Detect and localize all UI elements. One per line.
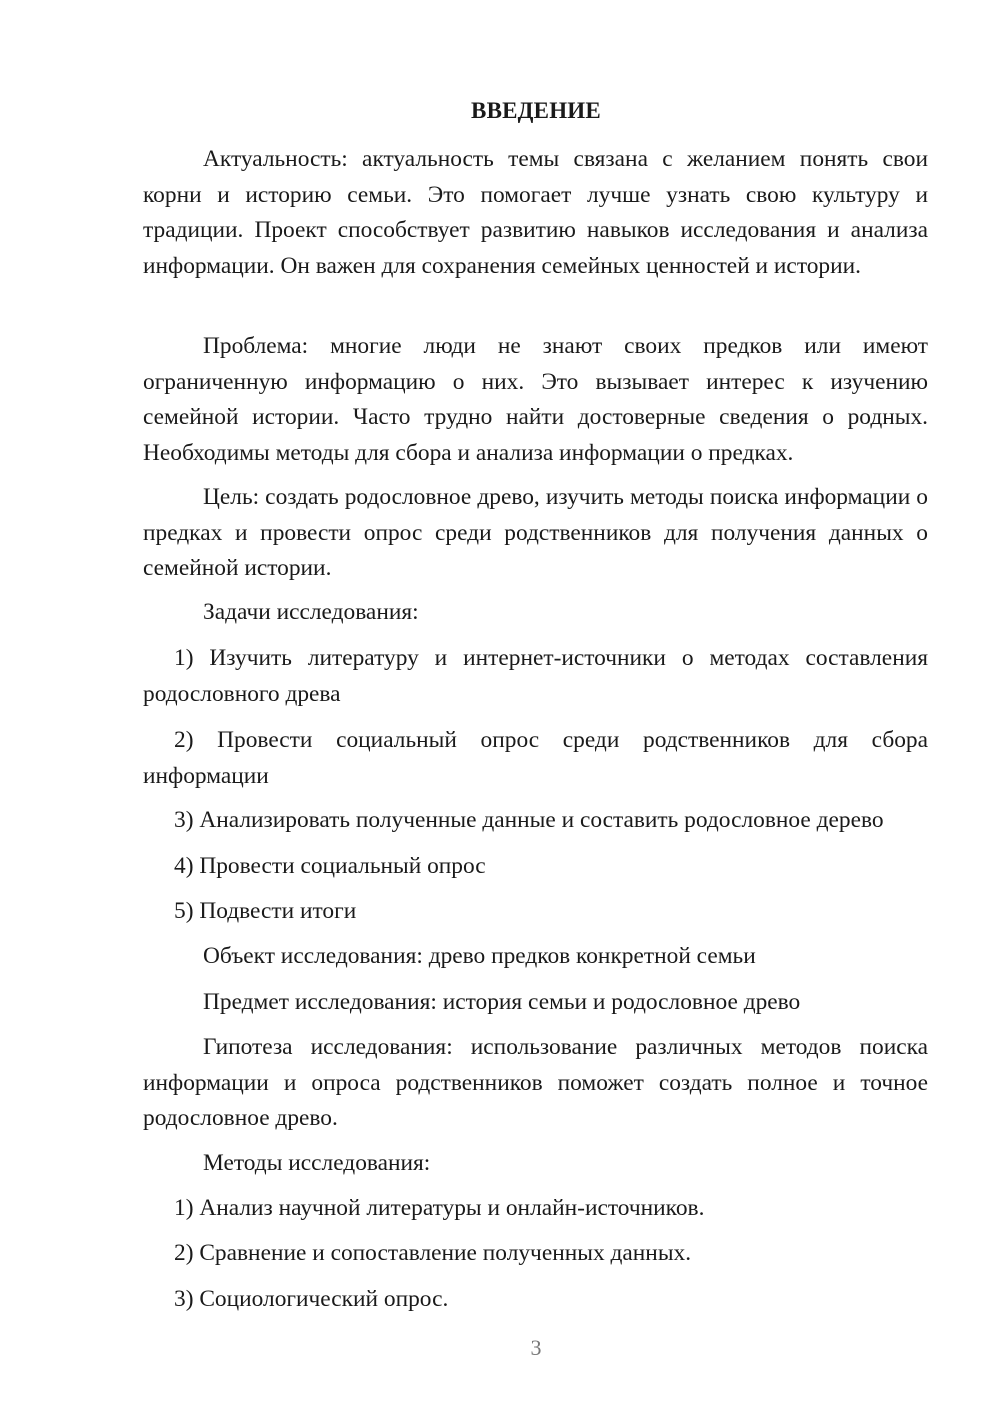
page-number: 3 (530, 1335, 542, 1360)
section-heading: ВВЕДЕНИЕ (471, 98, 601, 123)
task-item-5: 5) Подвести итоги (174, 898, 357, 924)
method-item-2: 2) Сравнение и сопоставление полученных данных. (174, 1240, 692, 1266)
relevance-paragraph: Актуальность: актуальность темы связана с желанием понять свои корни и историю семьи. Это помогает лучше узнать свою культуру и традиции. Проект способствует развитию навыков исследования и анализа информации. Он важен для сохранения семейных ценностей и истории. (143, 146, 928, 279)
methods-heading: Методы исследования: (203, 1150, 431, 1176)
subject-paragraph: Предмет исследования: история семьи и родословное древо (203, 989, 801, 1015)
method-item-1: 1) Анализ научной литературы и онлайн-источников. (174, 1195, 705, 1221)
problem-paragraph: Проблема: многие люди не знают своих предков или имеют ограниченную информацию о них. Это вызывает интерес к изучению семейной истории. Часто трудно найти достоверные сведения о родных. Необходимы методы для сбора и анализа информации о предках. (143, 333, 928, 466)
task-item-2: 2) Провести социальный опрос среди родственников для сбора информации (143, 727, 928, 789)
task-item-1: 1) Изучить литературу и интернет-источники о методах составления родословного древа (143, 645, 928, 707)
task-item-4: 4) Провести социальный опрос (174, 853, 486, 879)
hypothesis-paragraph: Гипотеза исследования: использование различных методов поиска информации и опроса родственников поможет создать полное и точное родословное древо. (143, 1034, 928, 1131)
tasks-heading: Задачи исследования: (203, 599, 419, 625)
object-paragraph: Объект исследования: древо предков конкретной семьи (203, 943, 756, 969)
goal-paragraph: Цель: создать родословное древо, изучить методы поиска информации о предках и провести опрос среди родственников для получения данных о семейной истории. (143, 484, 928, 581)
task-item-3: 3) Анализировать полученные данные и составить родословное дерево (174, 807, 884, 833)
method-item-3: 3) Социологический опрос. (174, 1286, 449, 1312)
